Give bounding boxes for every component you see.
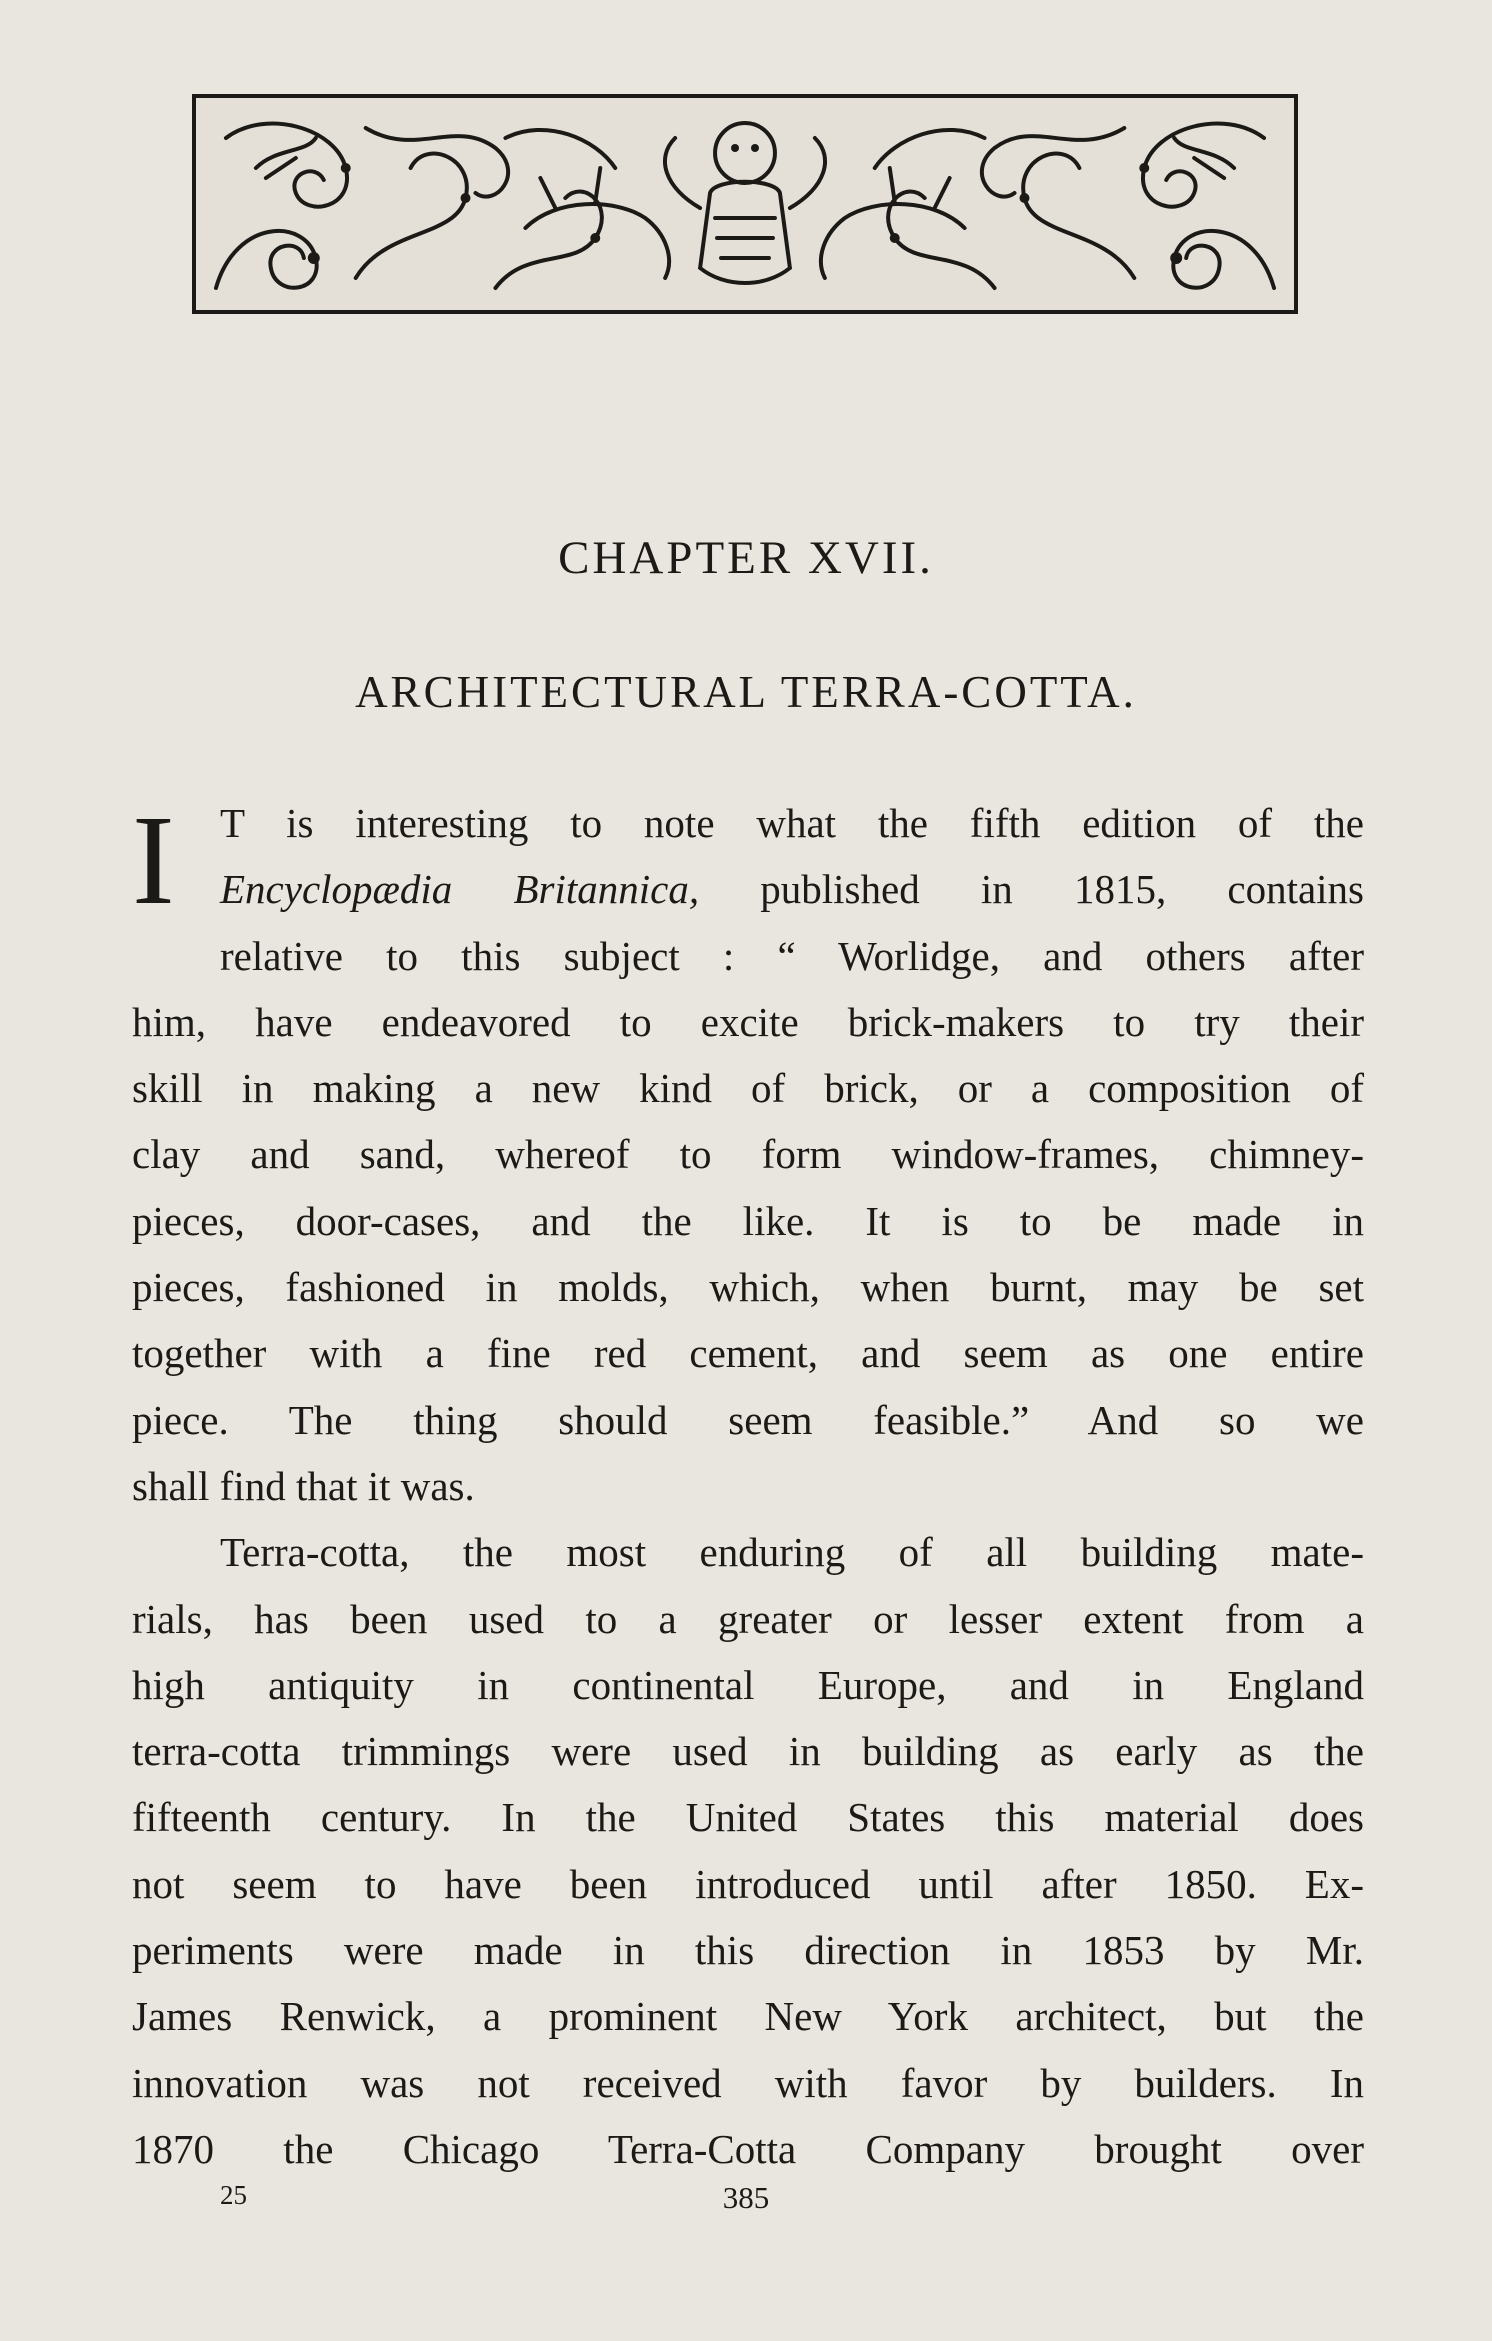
text-line: [132, 856, 1364, 922]
text-line: periments were made in this direction in 1853 by Mr.: [132, 1927, 1364, 1974]
text-line: fifteenth century. In the United States this material does: [132, 1794, 1364, 1841]
text-line: terra-cotta trimmings were used in building as early as the: [132, 1728, 1364, 1775]
text-line: pieces, fashioned in molds, which, when burnt, may be set: [132, 1264, 1364, 1311]
ornamental-headpiece: [192, 94, 1298, 314]
text-line: shall find that it was.: [132, 1462, 475, 1509]
paragraph-2: [132, 1519, 1364, 2182]
text-line: 1870 the Chicago Terra-Cotta Company brought over: [132, 2125, 1364, 2172]
text-line: together with a fine red cement, and seem as one entire: [132, 1330, 1364, 1377]
text-line: James Renwick, a prominent New York architect, but the: [132, 1993, 1364, 2040]
text-line: piece. The thing should seem feasible.” And so we: [132, 1396, 1364, 1443]
chapter-title: ARCHITECTURAL TERRA-COTTA.: [355, 667, 1137, 717]
text-span: published in 1815, contains: [699, 866, 1365, 913]
text-line: Terra-cotta, the most enduring of all building mate-: [220, 1529, 1364, 1576]
text-line: clay and sand, whereof to form window-frames, chimney-: [132, 1131, 1364, 1178]
text-line: him, have endeavored to excite brick-makers to try their: [132, 998, 1364, 1045]
text-line: relative to this subject : “ Worlidge, and others after: [220, 932, 1364, 979]
drop-cap: I: [132, 789, 175, 931]
text-line: pieces, door-cases, and the like. It is to be made in: [132, 1197, 1364, 1244]
page-number: 385: [722, 2180, 770, 2215]
body-text: [132, 790, 1364, 2182]
text-line: innovation was not received with favor by builders. In: [132, 2059, 1364, 2106]
text-line: high antiquity in continental Europe, and in England: [132, 1661, 1364, 1708]
paragraph-1: [132, 790, 1364, 1519]
signature-mark: 25: [220, 2180, 247, 2210]
scrollwork-ornament-icon: [196, 98, 1294, 310]
italic-title: Encyclopædia Britannica,: [220, 866, 700, 913]
text-line: rials, has been used to a greater or lesser extent from a: [132, 1595, 1364, 1642]
text-line: T is interesting to note what the fifth edition of the: [220, 800, 1364, 846]
text-line: not seem to have been introduced until after 1850. Ex-: [132, 1860, 1364, 1907]
text-line: skill in making a new kind of brick, or a composition of: [132, 1065, 1364, 1112]
chapter-number: CHAPTER XVII.: [558, 532, 934, 584]
